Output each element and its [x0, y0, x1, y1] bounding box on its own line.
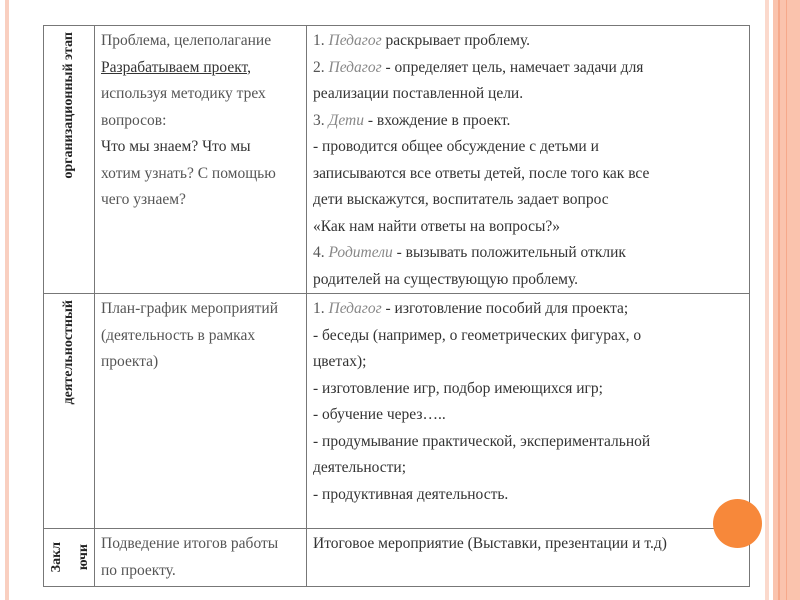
action-text: - изготовление игр, подбор имеющихся игр; [313, 379, 603, 397]
actor-name: Педагог [328, 300, 382, 317]
action-text: - вызывать положительный отклик [392, 244, 626, 261]
goal-cell [95, 26, 307, 294]
stage-cell [44, 26, 95, 294]
action-line [313, 482, 743, 509]
goal-line: используя методику трех [101, 85, 266, 102]
actions-cell [307, 26, 750, 294]
action-text: - проводится общее обсуждение с детьми и [313, 138, 599, 155]
action-text: 3. [313, 111, 329, 129]
action-text: дети выскажутся, воспитатель задает вопрос [313, 191, 609, 208]
goal-cell [95, 294, 307, 529]
project-stages-table [43, 25, 750, 587]
action-line [313, 28, 743, 55]
stage-cell [44, 529, 95, 587]
right-decor-stripe [765, 0, 769, 600]
goal-line: Подведение итогов работы [101, 535, 279, 552]
table-row [44, 529, 750, 587]
action-line [313, 349, 743, 376]
action-line [313, 81, 743, 108]
action-line [313, 214, 743, 241]
action-line [313, 161, 743, 188]
action-text: 1. [313, 300, 329, 317]
action-text: раскрывает проблему. [381, 32, 531, 49]
action-line [313, 55, 743, 82]
orange-circle-decor [713, 499, 762, 548]
action-text: - продуктивная деятельность. [313, 485, 509, 503]
goal-line: Разрабатываем проект, [101, 58, 252, 76]
goal-line: Проблема, целеполагание [101, 32, 272, 49]
action-text: - обучение через….. [313, 406, 446, 423]
action-line [313, 267, 743, 294]
action-text: - вхождение в проект. [363, 111, 511, 129]
goal-cell [95, 529, 307, 587]
actions-cell [307, 529, 750, 587]
stage-label-part: ючи [75, 544, 91, 571]
action-line [313, 455, 743, 482]
action-text: - определяет цель, намечает задачи для [381, 58, 644, 76]
action-text: «Как нам найти ответы на вопросы?» [313, 217, 561, 235]
action-text: 2. [313, 58, 329, 76]
actor-name: Педагог [328, 58, 382, 76]
action-text: деятельности; [313, 459, 407, 476]
action-text: - беседы (например, о геометрических фигурах, о [313, 326, 642, 344]
action-text: 4. [313, 244, 329, 261]
stage-cell [44, 294, 95, 529]
goal-line: Что мы знаем? Что мы [101, 138, 251, 155]
stage-label: организационный этап [60, 32, 76, 179]
action-text: - продумывание практической, экспериментальной [313, 432, 651, 450]
action-text: - изготовление пособий для проекта; [381, 300, 629, 317]
action-line [313, 134, 743, 161]
actor-name: Педагог [328, 32, 382, 49]
goal-line: чего узнаем? [101, 191, 186, 208]
actions-cell [307, 294, 750, 529]
action-line [313, 323, 743, 350]
goal-line: хотим узнать? С помощью [101, 164, 276, 182]
action-text: записываются все ответы детей, после того как все [313, 164, 650, 182]
action-line [313, 296, 743, 323]
actor-name: Родители [328, 244, 393, 261]
action-line [313, 187, 743, 214]
goal-line: проекта) [101, 353, 159, 370]
actor-name: Дети [328, 111, 364, 129]
right-decor-line [786, 0, 787, 600]
table-row [44, 26, 750, 294]
goal-line: по проекту. [101, 561, 176, 579]
left-decor-stripe [5, 0, 9, 600]
goal-line: вопросов: [101, 111, 167, 129]
action-text: 1. [313, 32, 329, 49]
action-text: родителей на существующую проблему. [313, 270, 579, 288]
goal-line: План-график мероприятий [101, 300, 279, 317]
action-line [313, 402, 743, 429]
right-decor-line [778, 0, 780, 600]
action-line [313, 108, 743, 135]
stage-label-part: Закл [49, 542, 64, 573]
action-line [313, 240, 743, 267]
action-line [313, 531, 743, 558]
goal-line: (деятельность в рамках [101, 326, 256, 344]
action-text: цветах); [313, 353, 367, 370]
action-text: Итоговое мероприятие (Выставки, презентации и т.д) [313, 535, 667, 552]
action-line [313, 376, 743, 403]
action-line [313, 429, 743, 456]
action-text: реализации поставленной цели. [313, 85, 524, 102]
table-row [44, 294, 750, 529]
stage-label: деятельностный [60, 300, 76, 405]
